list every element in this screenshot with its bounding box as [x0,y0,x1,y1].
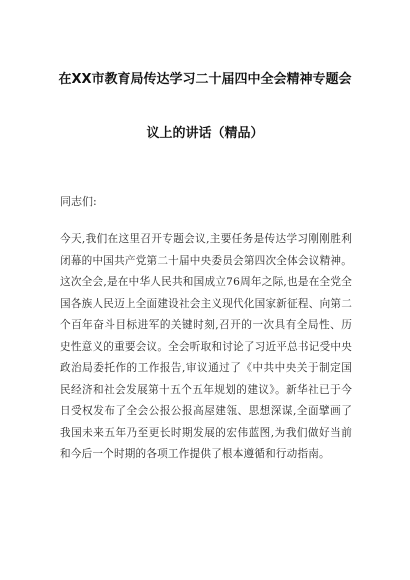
salutation: 同志们: [60,195,97,208]
document-title-line-1: 在XX市教育局传达学习二十届四中全会精神专题会 [58,72,352,87]
document-title-line-2: 议上的讲话（精品） [146,126,264,141]
body-paragraph: 今天,我们在这里召开专题会议,主要任务是传达学习刚刚胜利闭幕的中国共产党第二十届中央委员会第四次全体会议精神。这次全会,是在中华人民共和国成立76周年之际,也是在全党全国各族人民迈上全面建设社会主义现代化国家新征程、向第二个百年奋斗目标进军的关键时刻,召开的一次具有全局性、历史性意义的重要会议。全会听取和讨论了习近平总书记受中央政治局委托作的工作报告,审议通过了《中共中央关于制定国民经济和社会发展第十五个五年规划的建议》。新华社已于今日受权发布了全会公报公报高屋建瓴、思想深谋,全面擘画了我国未来五年乃至更长时期发展的宏伟蓝图,为我们做好当前和今后一个时期的各项工作提供了根本遵循和行动指南。 [60,233,352,460]
